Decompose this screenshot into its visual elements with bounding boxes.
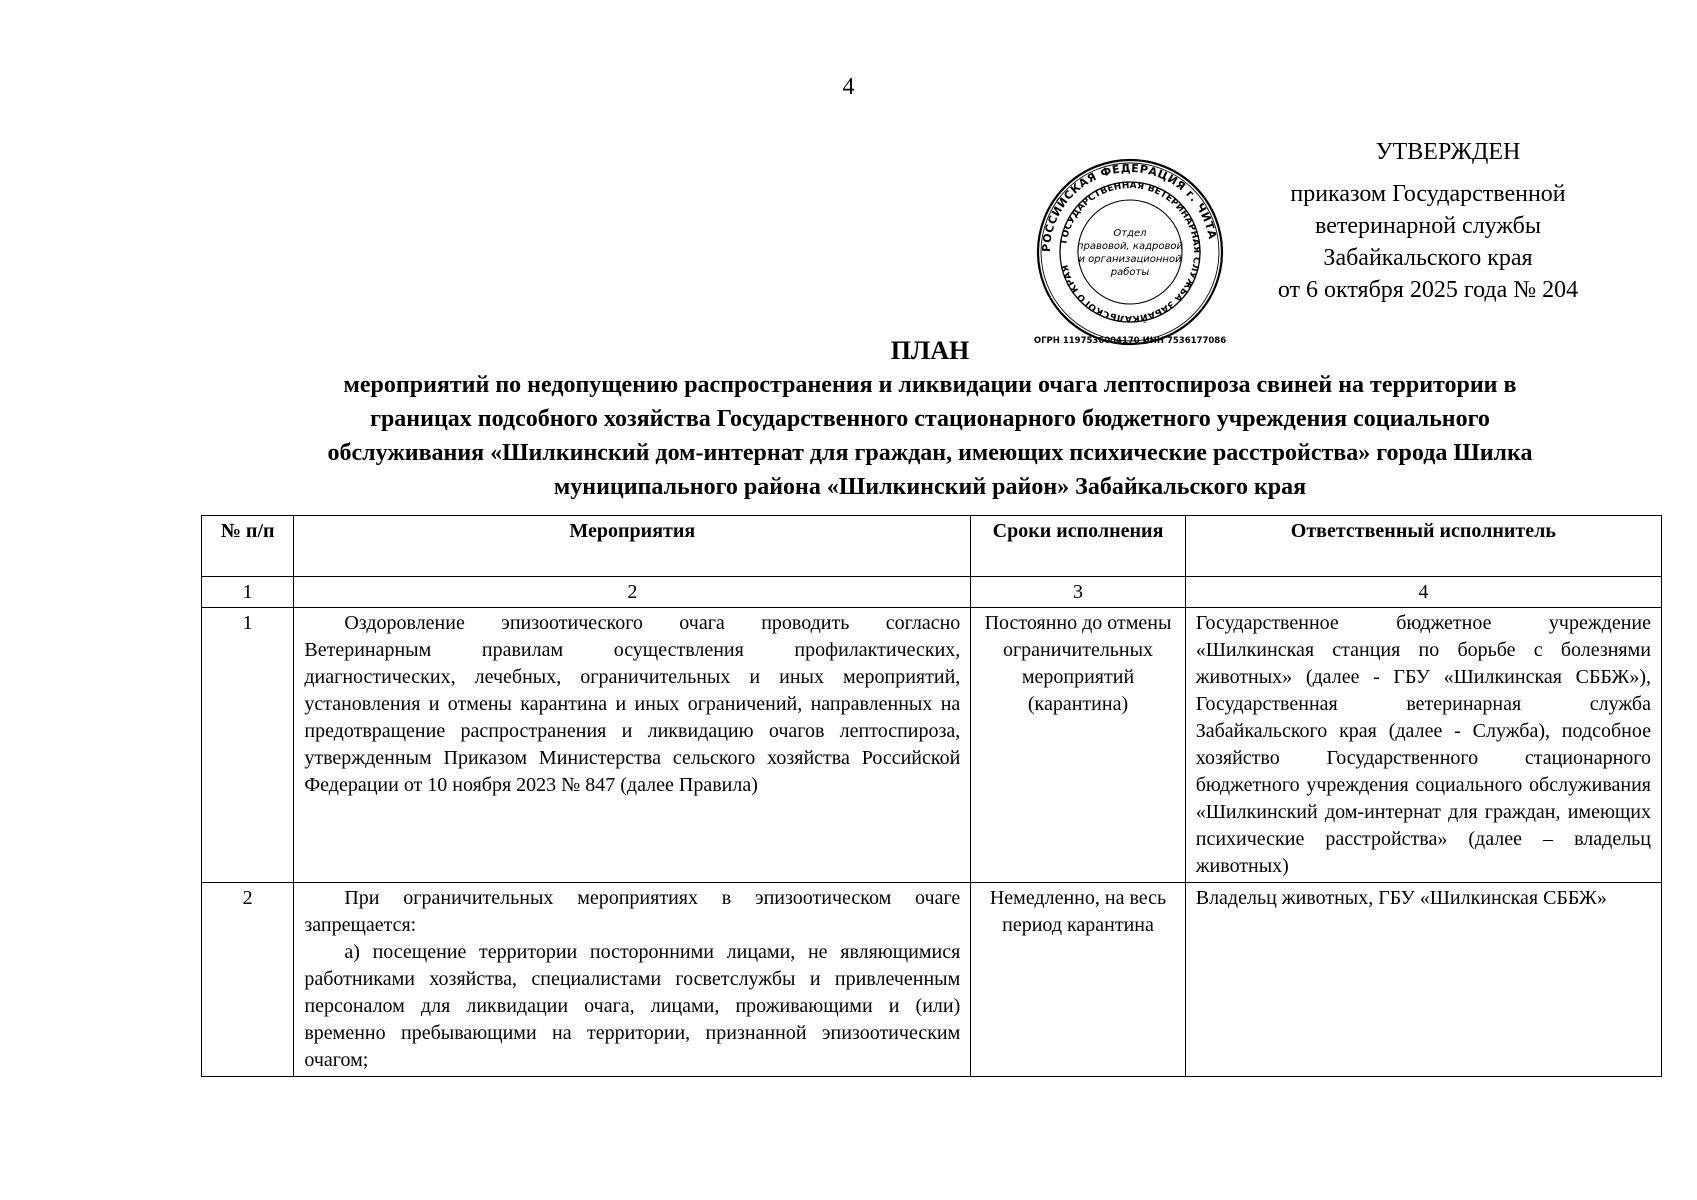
column-index: 2 (294, 577, 971, 608)
column-index-row (202, 577, 1662, 608)
approval-heading: УТВЕРЖДЕН (1375, 139, 1521, 165)
header-activities: Мероприятия (294, 516, 971, 577)
stamp-bottom-text: ОГРН 1197536004170 ИНН 7536177086 (1033, 336, 1227, 346)
approval-block (1228, 136, 1628, 306)
stamp-center-line: работы (1110, 267, 1150, 278)
column-index: 3 (971, 577, 1185, 608)
stamp-ring-text: ГОСУДАРСТВЕННАЯ ВЕТЕРИНАРНАЯ СЛУЖБА ЗАБАЙКАЛЬСКОГО КРАЯ (1059, 180, 1202, 324)
row-term: Постоянно до отмены ограничительных мероприятий (карантина) (971, 608, 1185, 883)
approval-line: ветеринарной службы (1315, 213, 1541, 239)
header-deadlines: Сроки исполнения (971, 516, 1185, 577)
column-index: 4 (1185, 577, 1661, 608)
header-responsible: Ответственный исполнитель (1185, 516, 1661, 577)
table-row (202, 608, 1662, 883)
header-number: № п/п (202, 516, 294, 577)
row-responsible: Владельц животных, ГБУ «Шилкинская СББЖ» (1185, 883, 1661, 1077)
activity-paragraph: а) посещение территории посторонними лицами, не являющимися работниками хозяйства, специалистами госветслужбы и привлеченным персоналом для ликвидации очага, лицами, проживающими и (или) временно пребывающими на территории, признанной эпизоотическим очагом; (304, 941, 961, 1071)
approval-line: Забайкальского края (1323, 245, 1533, 271)
activity-paragraph: При ограничительных мероприятиях в эпизоотическом очаге запрещается: (304, 887, 961, 936)
row-activity (294, 608, 971, 883)
row-number: 2 (202, 883, 294, 1077)
stamp-center-line: и организационной (1078, 254, 1182, 265)
approval-line: от 6 октября 2025 года № 204 (1277, 277, 1579, 303)
document-title (180, 334, 1680, 504)
table-row (202, 883, 1662, 1077)
column-index: 1 (202, 577, 294, 608)
row-responsible: Государственное бюджетное учреждение «Шилкинская станция по борьбе с болезнями животных» (далее - ГБУ «Шилкинская СББЖ»), Государственная ветеринарная служба Забайкальского края (далее - Служба), подсобное хозяйство Государственного стационарного бюджетного учреждения социального обслуживания «Шилкинский дом-интернат для граждан, имеющих психические расстройства» (далее – владельц животных) (1185, 608, 1661, 883)
title-line: мероприятий по недопущению распространения и ликвидации очага лептоспироза свиней на территории в (343, 372, 1517, 398)
activity-paragraph: Оздоровление эпизоотического очага проводить согласно Ветеринарным правилам осуществления профилактических, диагностических, лечебных, ограничительных и иных мероприятий, установления и отмены карантина и иных ограничений, направленных на предотвращение распространения и ликвидацию очагов лептоспироза, утвержденным Приказом Министерства сельского хозяйства Российской Федерации от 10 ноября 2023 № 847 (далее Правила) (304, 612, 961, 796)
stamp-outer-text: РОССИЙСКАЯ ФЕДЕРАЦИЯ г. ЧИТА (1039, 161, 1219, 253)
title-line: обслуживания «Шилкинский дом-интернат для граждан, имеющих психические расстройства» города Шилка (327, 440, 1533, 466)
official-seal-stamp (1014, 157, 1246, 347)
stamp-center-line: правовой, кадровой (1077, 241, 1183, 252)
plan-heading: ПЛАН (890, 336, 970, 365)
stamp-center-line: Отдел (1113, 228, 1147, 239)
approval-line: приказом Государственной (1290, 181, 1566, 207)
title-line: муниципального района «Шилкинский район» Забайкальского края (553, 474, 1307, 500)
table-header-row (202, 516, 1662, 577)
page-number: 4 (842, 74, 855, 100)
row-activity (294, 883, 971, 1077)
row-term: Немедленно, на весь период карантина (971, 883, 1185, 1077)
plan-table (201, 515, 1662, 1077)
title-line: границах подсобного хозяйства Государственного стационарного бюджетного учреждения социального (370, 406, 1490, 432)
row-number: 1 (202, 608, 294, 883)
